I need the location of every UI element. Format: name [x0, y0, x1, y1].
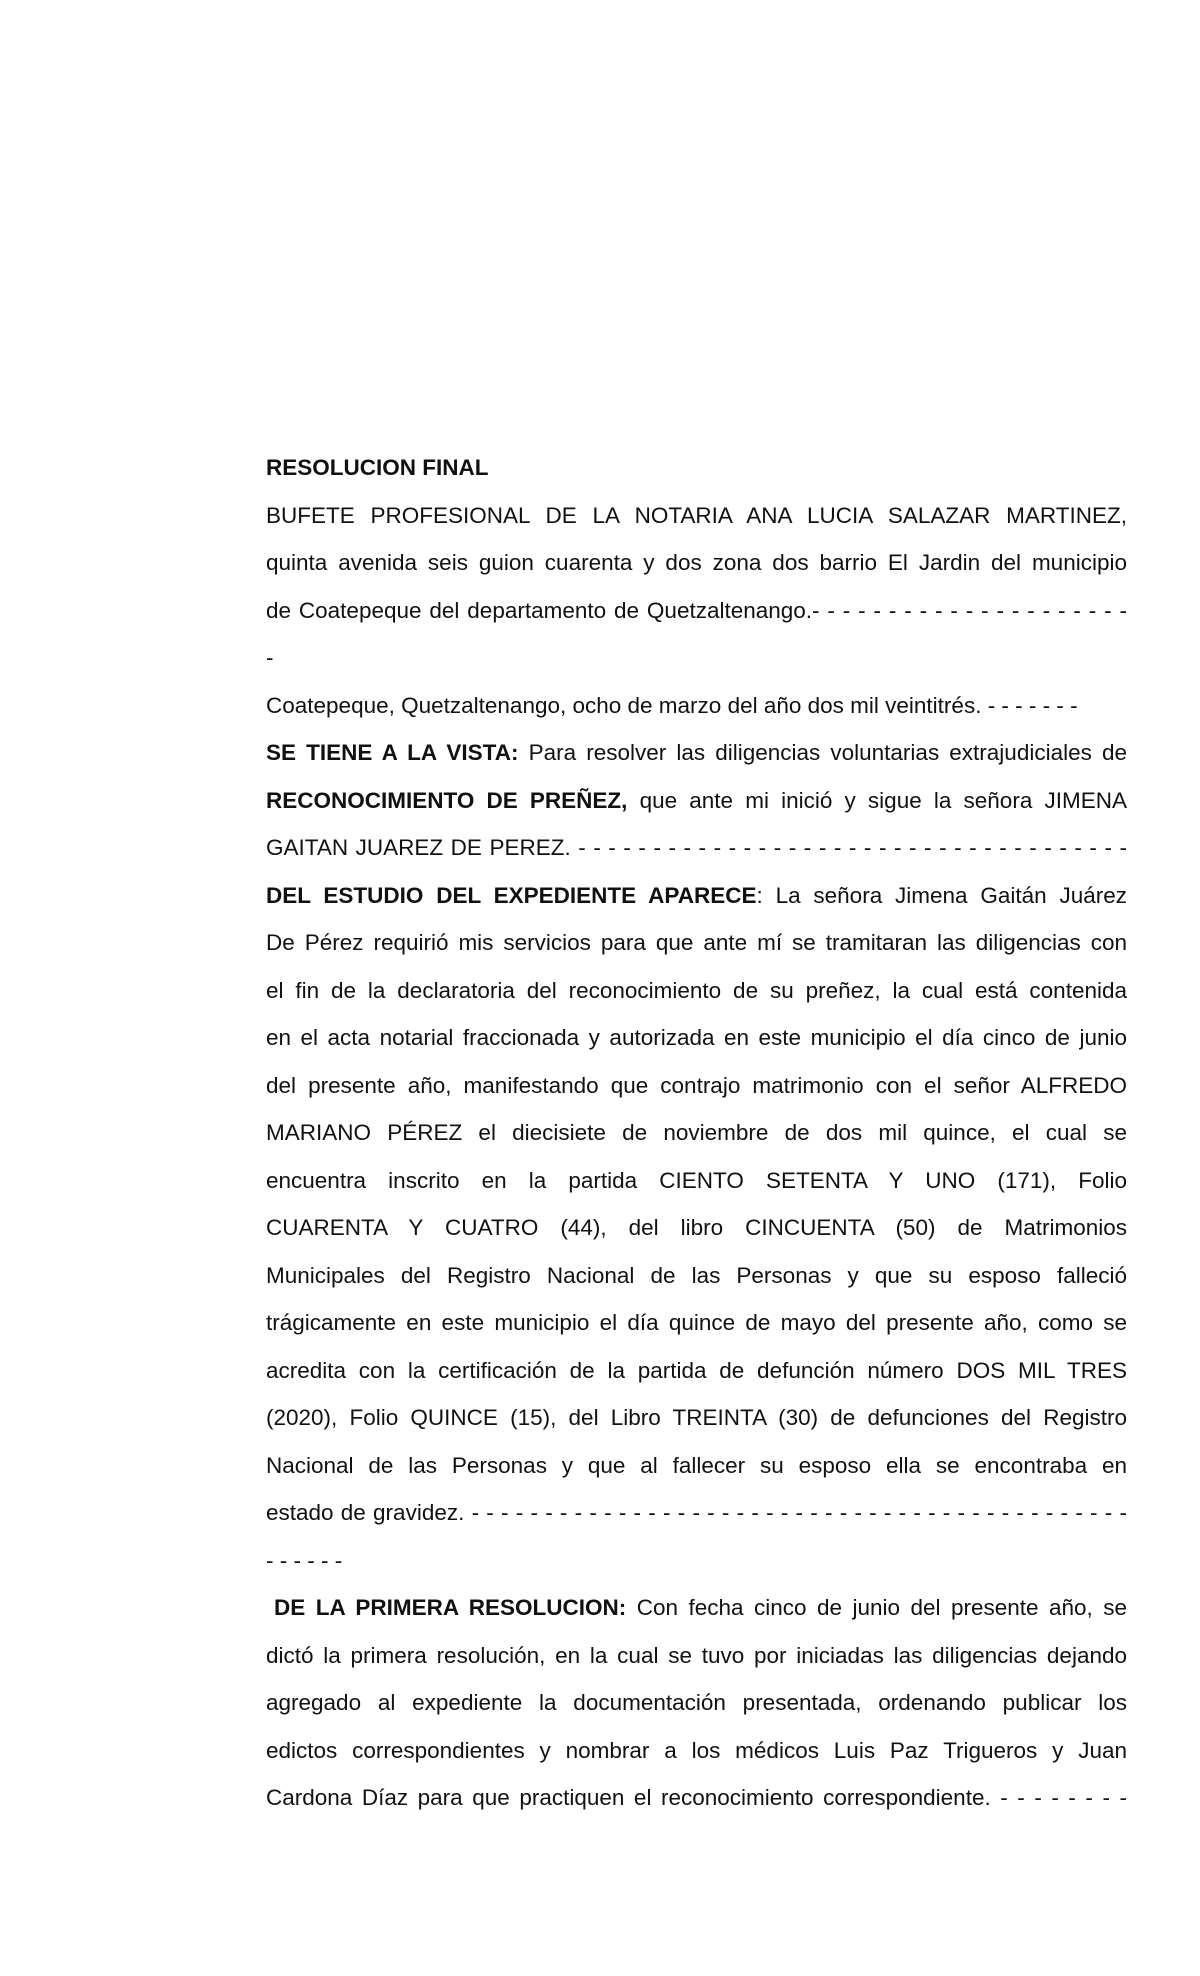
office-line-1: BUFETE PROFESIONAL DE LA NOTARIA ANA LUCIA SALAZAR MARTINEZ,	[266, 502, 1127, 528]
primera-heading: DE LA PRIMERA RESOLUCION:	[274, 1595, 627, 1620]
estudio-line: del presente año, manifestando que contrajo matrimonio con el señor ALFREDO	[266, 1072, 1127, 1098]
estudio-line: en el acta notarial fraccionada y autorizada en este municipio el día cinco de junio	[266, 1025, 1127, 1050]
estudio-line: estado de gravidez. - - - - - - - - - - - - - - - - - - - - - - - - - - - - - - - - - - - - - - - - - - - - -	[266, 1500, 1127, 1525]
estudio-last-line: - - - - - -	[266, 1547, 343, 1573]
estudio-line: encuentra inscrito en la partida CIENTO SETENTA Y UNO (171), Folio	[266, 1167, 1127, 1193]
primera-line-1: DE LA PRIMERA RESOLUCION: Con fecha cinco de junio del presente año, se	[274, 1595, 1128, 1620]
se-tiene-line-1: SE TIENE A LA VISTA: Para resolver las diligencias voluntarias extrajudiciales de	[266, 740, 1127, 765]
estudio-line: (2020), Folio QUINCE (15), del Libro TREINTA (30) de defunciones del Registro	[266, 1405, 1127, 1430]
estudio-line: acredita con la certificación de la partida de defunción número DOS MIL TRES	[266, 1357, 1127, 1383]
office-line-3: de Coatepeque del departamento de Quetzaltenango.- - - - - - - - - - - - - - - - - - - - -	[266, 597, 1127, 623]
place-date: Coatepeque, Quetzaltenango, ocho de marzo del año dos mil veintitrés. - - - - - - -	[266, 692, 1078, 718]
primera-line: agregado al expediente la documentación presentada, ordenando publicar los	[266, 1690, 1127, 1715]
document-title: RESOLUCION FINAL	[266, 455, 489, 480]
office-line-2: quinta avenida seis guion cuarenta y dos zona dos barrio El Jardin del municipio	[266, 550, 1127, 575]
estudio-line: Nacional de las Personas y que al fallecer su esposo ella se encontraba en	[266, 1452, 1127, 1478]
primera-last-line: Cardona Díaz para que practiquen el reconocimiento correspondiente. - - - - - - - -	[266, 1785, 1127, 1810]
estudio-line: trágicamente en este municipio el día quince de mayo del presente año, como se	[266, 1310, 1127, 1335]
se-tiene-line-3: GAITAN JUAREZ DE PEREZ. - - - - - - - - - - - - - - - - - - - - - - - - - - - - - - - - - - - - -	[266, 835, 1127, 860]
estudio-line-1: DEL ESTUDIO DEL EXPEDIENTE APARECE: La señora Jimena Gaitán Juárez	[266, 882, 1127, 908]
primera-line: dictó la primera resolución, en la cual se tuvo por iniciadas las diligencias dejando	[266, 1642, 1127, 1668]
estudio-line: CUARENTA Y CUATRO (44), del libro CINCUENTA (50) de Matrimonios	[266, 1215, 1127, 1240]
estudio-line: el fin de la declaratoria del reconocimiento de su preñez, la cual está contenida	[266, 977, 1127, 1003]
estudio-line: De Pérez requirió mis servicios para que ante mí se tramitaran las diligencias con	[266, 930, 1127, 955]
se-tiene-line-2: RECONOCIMIENTO DE PREÑEZ, que ante mi inició y sigue la señora JIMENA	[266, 787, 1127, 813]
primera-line: edictos correspondientes y nombrar a los médicos Luis Paz Trigueros y Juan	[266, 1737, 1127, 1763]
se-tiene-heading: SE TIENE A LA VISTA:	[266, 740, 519, 765]
estudio-line: Municipales del Registro Nacional de las Personas y que su esposo falleció	[266, 1262, 1127, 1288]
document-body	[266, 444, 1127, 1822]
estudio-heading: DEL ESTUDIO DEL EXPEDIENTE APARECE	[266, 882, 757, 908]
office-line-4: -	[266, 645, 274, 670]
estudio-line: MARIANO PÉREZ el diecisiete de noviembre de dos mil quince, el cual se	[266, 1120, 1127, 1145]
reconocimiento-heading: RECONOCIMIENTO DE PREÑEZ,	[266, 787, 628, 813]
